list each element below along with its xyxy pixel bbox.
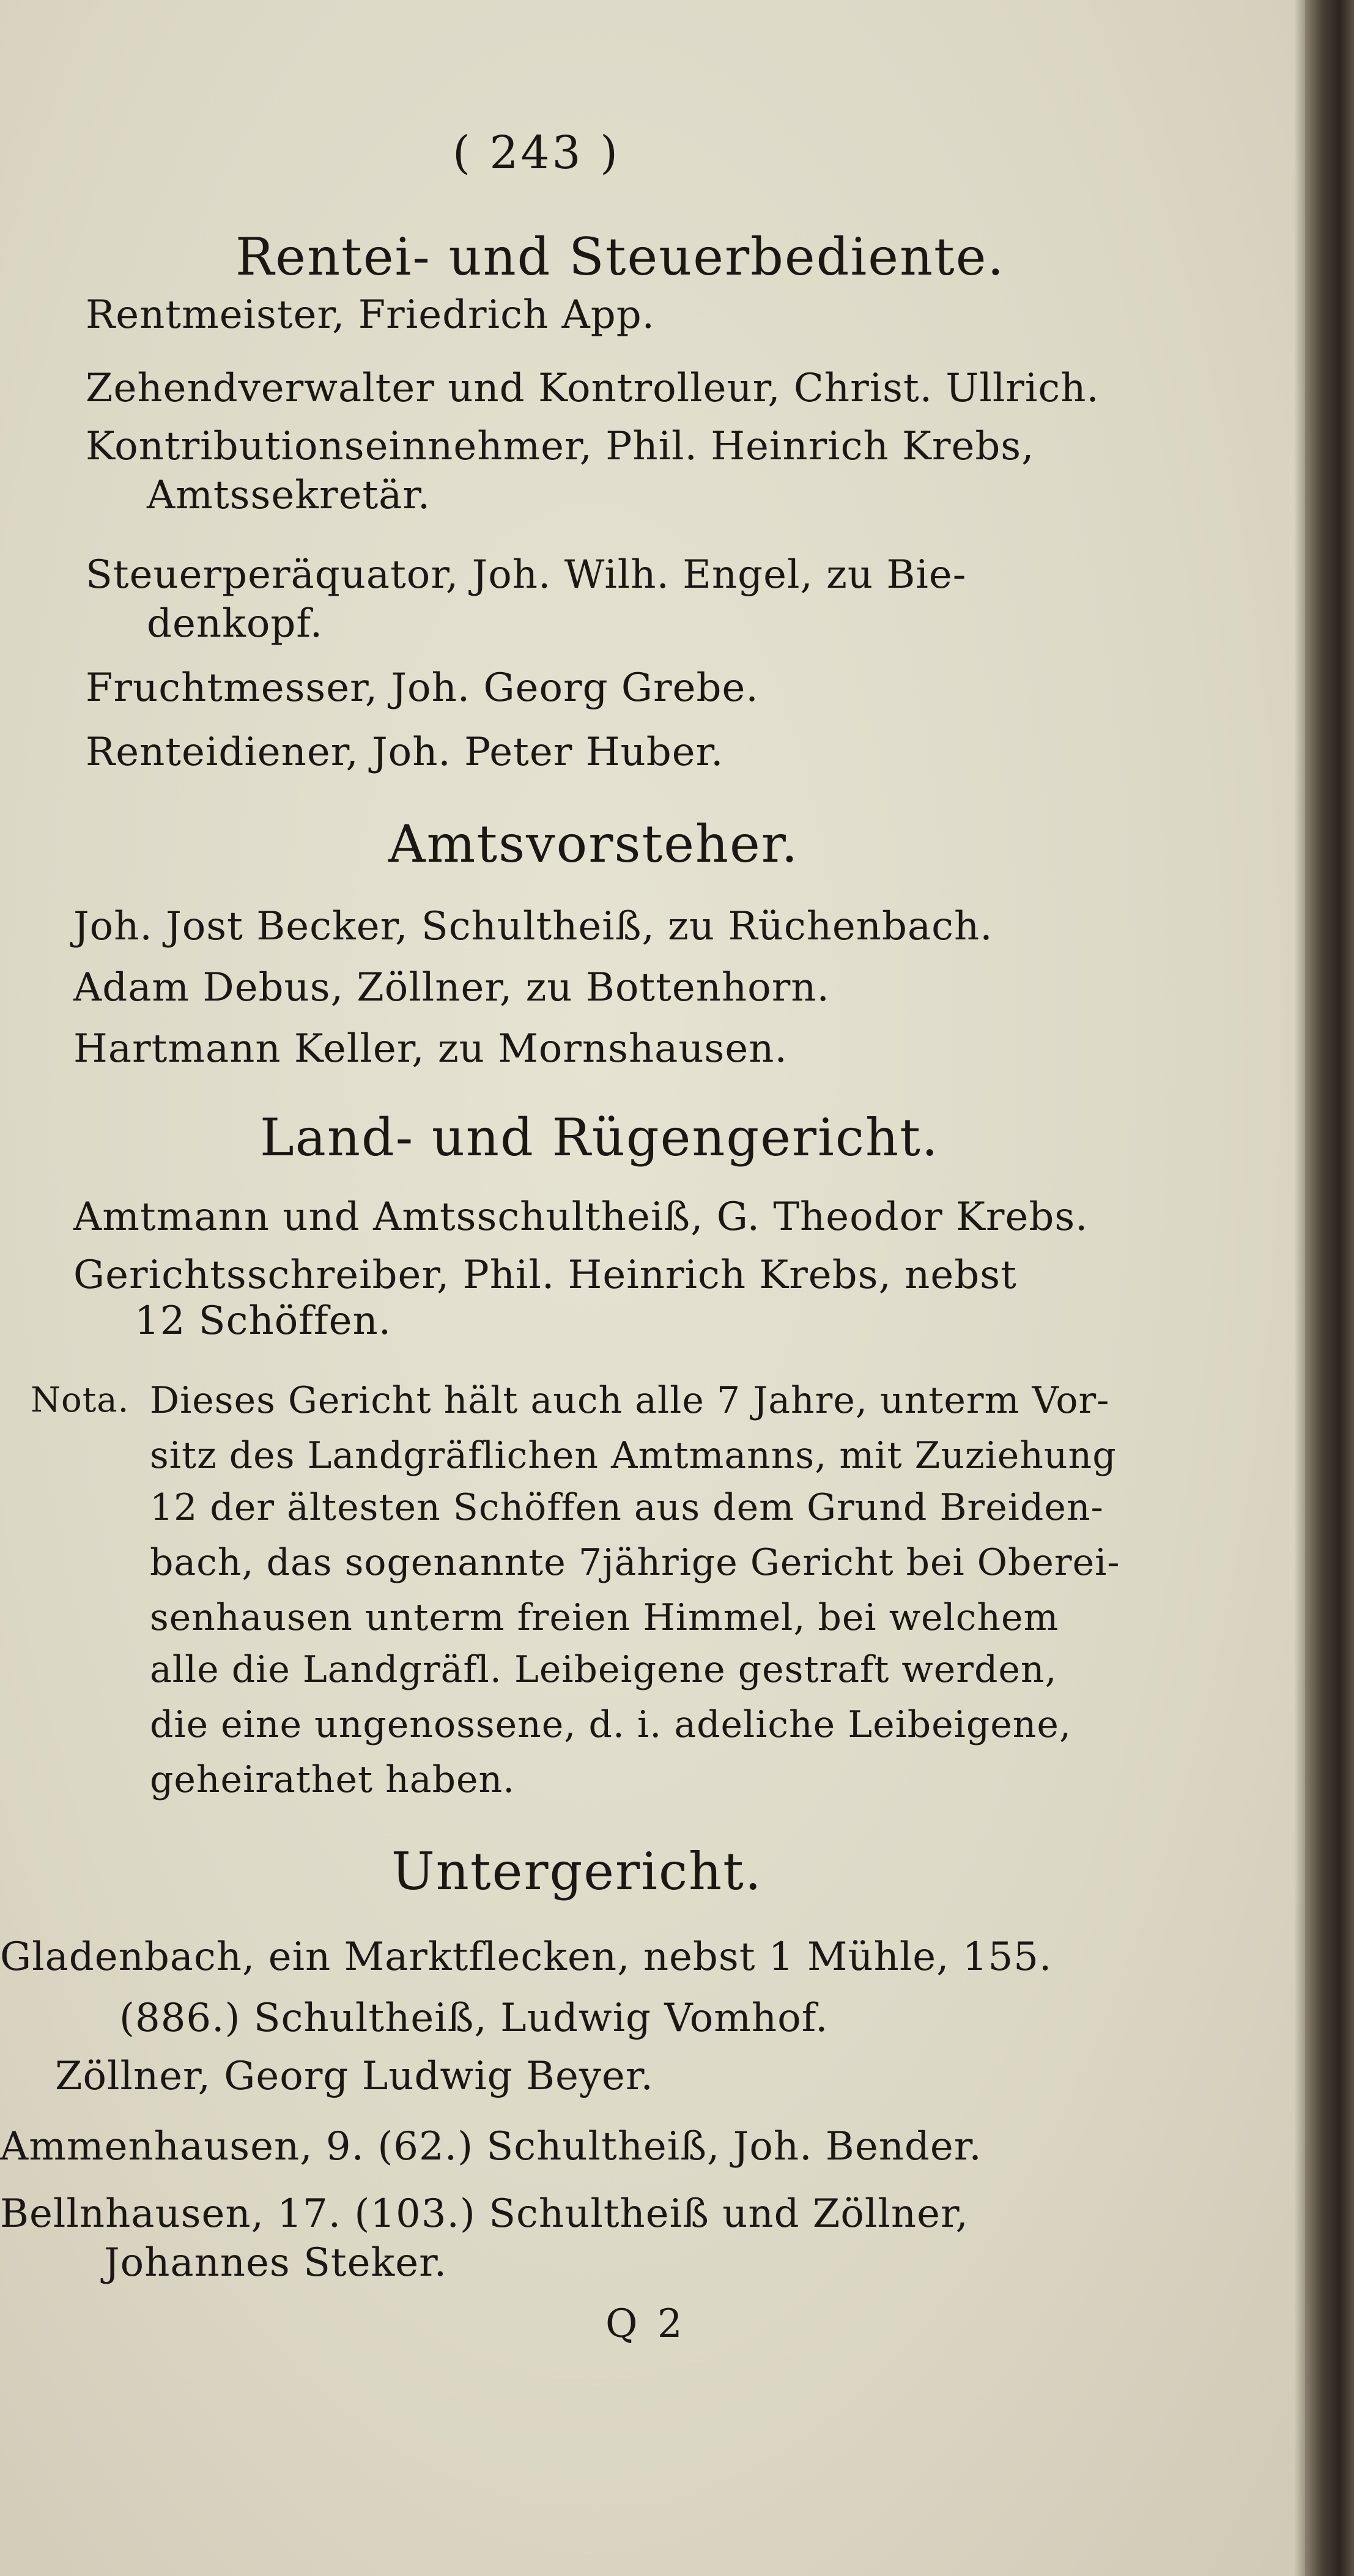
section-heading-amtsvorsteher: Amtsvorsteher. (388, 814, 799, 874)
text-line: Hartmann Keller, zu Mornshausen. (73, 1026, 788, 1071)
text-line: Gladenbach, ein Marktflecken, nebst 1 Mühle, 155. (0, 1934, 1052, 1980)
text-line: 12 Schöffen. (135, 1298, 392, 1344)
text-line: Zöllner, Georg Ludwig Beyer. (55, 2054, 654, 2099)
book-spine (1305, 0, 1354, 2576)
nota-line: senhausen unterm freien Himmel, bei welchem (150, 1596, 1059, 1639)
text-line: Amtmann und Amtsschultheiß, G. Theodor Krebs. (73, 1194, 1089, 1240)
section-heading-land: Land- und Rügengericht. (260, 1108, 939, 1168)
text-line: Steuerperäquator, Joh. Wilh. Engel, zu Bie- (86, 552, 967, 598)
text-line: Renteidiener, Joh. Peter Huber. (86, 730, 724, 775)
text-line: Rentmeister, Friedrich App. (86, 292, 655, 338)
text-line: Joh. Jost Becker, Schultheiß, zu Rüchenbach. (73, 904, 993, 949)
nota-line: sitz des Landgräflichen Amtmanns, mit Zuziehung (150, 1434, 1117, 1477)
nota-line: die eine ungenossene, d. i. adeliche Leibeigene, (150, 1703, 1072, 1746)
text-line: (886.) Schultheiß, Ludwig Vomhof. (119, 1996, 829, 2041)
text-line: Adam Debus, Zöllner, zu Bottenhorn. (73, 965, 830, 1010)
nota-line: bach, das sogenannte 7jährige Gericht bei Oberei- (150, 1541, 1120, 1584)
section-heading-rentei: Rentei- und Steuerbediente. (235, 227, 1005, 287)
page-number-header: ( 243 ) (453, 127, 621, 179)
text-line: Zehendverwalter und Kontrolleur, Christ. Ullrich. (86, 366, 1100, 411)
gutter-shadow (1294, 0, 1305, 2576)
signature-mark: Q 2 (605, 2301, 686, 2347)
text-line: Amtssekretär. (147, 473, 431, 518)
text-line: Ammenhausen, 9. (62.) Schultheiß, Joh. Bender. (0, 2124, 982, 2169)
nota-line: alle die Landgräfl. Leibeigene gestraft werden, (150, 1648, 1057, 1691)
text-line: denkopf. (147, 601, 324, 646)
nota-line: Dieses Gericht hält auch alle 7 Jahre, unterm Vor- (150, 1379, 1110, 1422)
text-line: Kontributionseinnehmer, Phil. Heinrich Krebs, (86, 424, 1035, 469)
text-line: Fruchtmesser, Joh. Georg Grebe. (86, 665, 759, 711)
text-line: Bellnhausen, 17. (103.) Schultheiß und Zöllner, (0, 2191, 969, 2237)
nota-label: Nota. (31, 1380, 130, 1420)
text-line: Gerichtsschreiber, Phil. Heinrich Krebs, nebst (73, 1253, 1017, 1298)
section-heading-untergericht: Untergericht. (391, 1841, 763, 1901)
nota-line: 12 der ältesten Schöffen aus dem Grund Breiden- (150, 1486, 1104, 1529)
nota-line: geheirathet haben. (150, 1758, 516, 1801)
text-line: Johannes Steker. (104, 2240, 448, 2285)
